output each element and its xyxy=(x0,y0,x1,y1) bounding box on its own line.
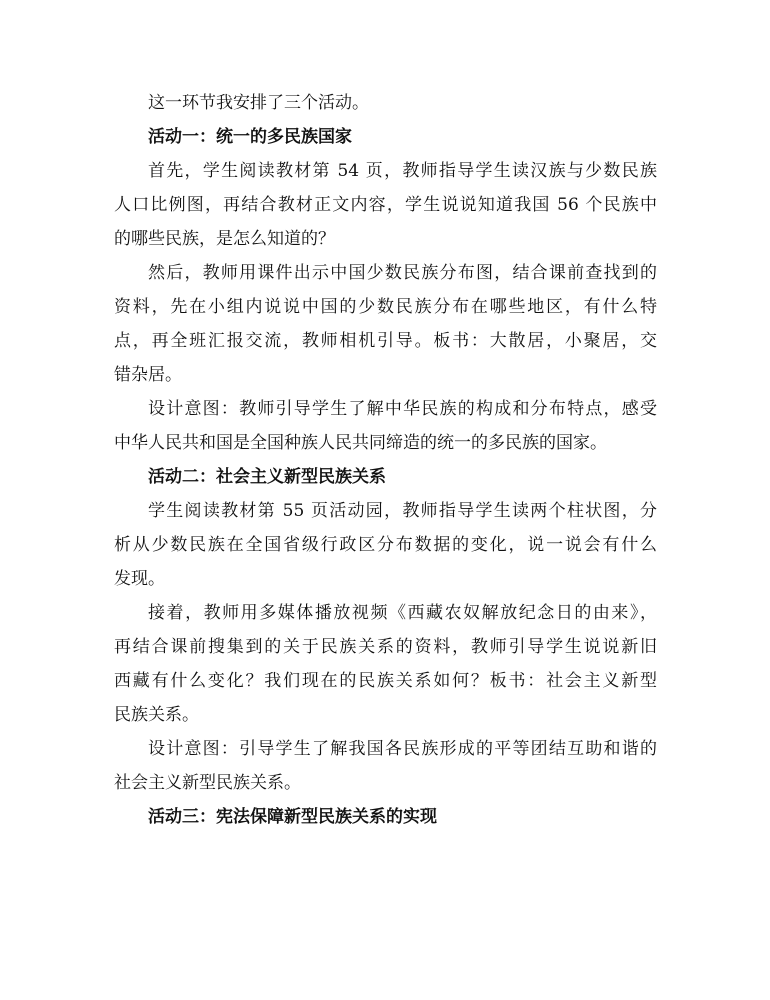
paragraph-line: 析从少数民族在全国省级行政区分布数据的变化，说一说会有什么 xyxy=(114,535,657,555)
paragraph-line: 点，再全班汇报交流，教师相机引导。板书：大散居，小聚居，交 xyxy=(114,331,657,351)
activity3-heading: 活动三：宪法保障新型民族关系的实现 xyxy=(148,807,437,827)
paragraph-line: 设计意图：教师引导学生了解中华民族的构成和分布特点，感受 xyxy=(148,399,657,419)
paragraph-line: 资料，先在小组内说说中国的少数民族分布在哪些地区，有什么特 xyxy=(114,297,657,317)
paragraph-line: 社会主义新型民族关系。 xyxy=(114,773,301,793)
activity1-heading: 活动一：统一的多民族国家 xyxy=(148,127,352,147)
paragraph-line: 接着，教师用多媒体播放视频《西藏农奴解放纪念日的由来》， xyxy=(148,603,657,623)
paragraph-line: 学生阅读教材第 55 页活动园，教师指导学生读两个柱状图，分 xyxy=(148,501,657,521)
paragraph-line: 然后，教师用课件出示中国少数民族分布图，结合课前查找到的 xyxy=(148,263,657,283)
paragraph-line: 的哪些民族，是怎么知道的？ xyxy=(114,229,335,249)
paragraph-line: 西藏有什么变化？我们现在的民族关系如何？板书：社会主义新型 xyxy=(114,671,657,691)
activity2-paragraph1 xyxy=(114,494,657,596)
activity1-paragraph2 xyxy=(114,256,657,392)
activity2-design-intent xyxy=(114,732,657,800)
intro-text: 这一环节我安排了三个活动。 xyxy=(148,93,369,113)
activity2-heading: 活动二：社会主义新型民族关系 xyxy=(148,467,386,487)
activity1-paragraph1 xyxy=(114,154,657,256)
paragraph-line: 中华人民共和国是全国种族人民共同缔造的统一的多民族的国家。 xyxy=(114,433,607,453)
paragraph-line: 民族关系。 xyxy=(114,705,199,725)
activity2-paragraph2 xyxy=(114,596,657,732)
paragraph-line: 发现。 xyxy=(114,569,165,589)
paragraph-line: 错杂居。 xyxy=(114,365,182,385)
activity1-design-intent xyxy=(114,392,657,460)
paragraph-line: 首先，学生阅读教材第 54 页，教师指导学生读汉族与少数民族 xyxy=(148,161,657,181)
paragraph-line: 再结合课前搜集到的关于民族关系的资料，教师引导学生说说新旧 xyxy=(114,637,657,657)
paragraph-line: 人口比例图，再结合教材正文内容，学生说说知道我国 56 个民族中 xyxy=(114,195,657,215)
paragraph-line: 设计意图：引导学生了解我国各民族形成的平等团结互助和谐的 xyxy=(148,739,657,759)
